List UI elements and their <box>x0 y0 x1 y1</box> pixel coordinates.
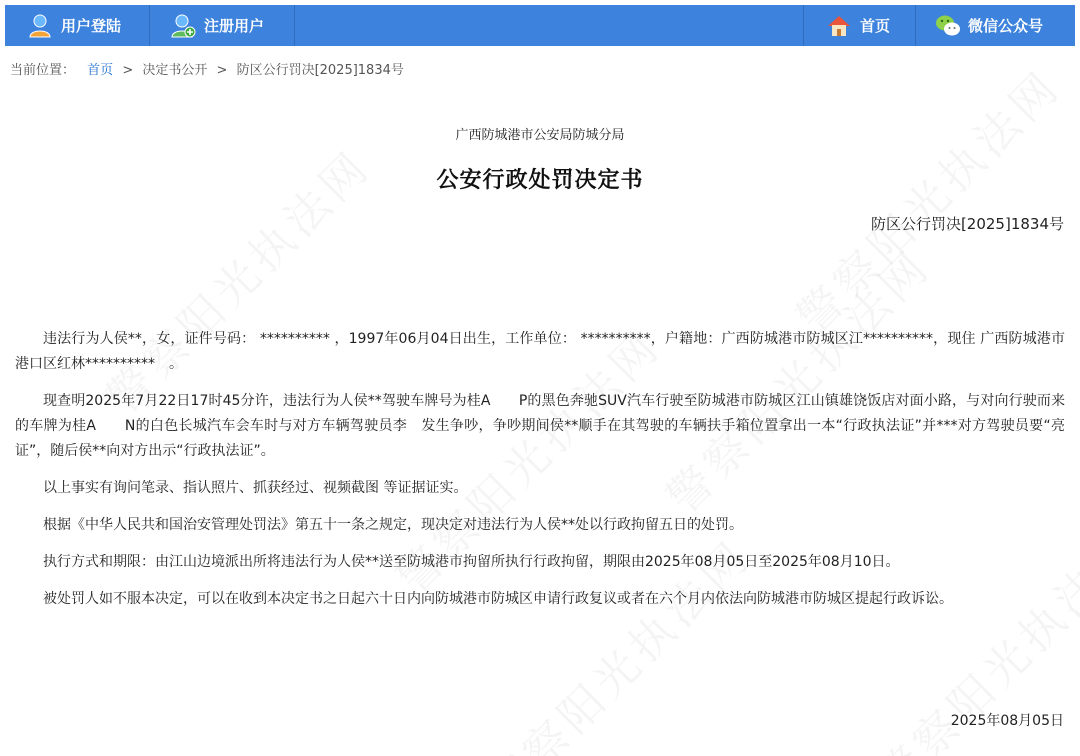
nav-left-group <box>5 5 295 46</box>
document-agency: 广西防城港市公安局防城分局 <box>455 128 625 143</box>
nav-user-login[interactable] <box>5 5 150 46</box>
breadcrumb-decisions[interactable]: 决定书公开 <box>142 63 208 78</box>
breadcrumb-home-link[interactable]: 首页 <box>87 63 114 78</box>
user-login-icon <box>27 13 53 39</box>
paragraph-offender: 违法行为人侯**，女，证件号码： ********** ，1997年06月04日出生，工作单位： **********，户籍地：广西防城港市防城区江**********，现住 广西防城港市港口区红林********** 。 <box>15 331 1065 372</box>
nav-wechat-label: 微信公众号 <box>968 17 1044 35</box>
nav-right-group <box>803 5 1075 46</box>
top-nav-bar <box>5 5 1075 46</box>
paragraph-evidence: 以上事实有询问笔录、指认照片、抓获经过、视频截图 等证据证实。 <box>43 480 468 496</box>
home-icon <box>826 13 852 39</box>
nav-wechat[interactable] <box>915 5 1075 46</box>
paragraph-execution: 执行方式和期限：由江山边境派出所将违法行为人侯**送至防城港市拘留所执行行政拘留，期限由2025年08月05日至2025年08月10日。 <box>43 554 900 570</box>
breadcrumb-current: 防区公行罚决[2025]1834号 <box>236 63 404 78</box>
nav-user-register-label: 注册用户 <box>204 17 265 35</box>
user-register-icon <box>170 13 196 39</box>
watermark-text <box>780 53 1073 346</box>
wechat-icon <box>934 13 960 39</box>
document-body <box>15 327 1065 624</box>
paragraph-facts: 现查明2025年7月22日17时45分许，违法行为人侯**驾驶车牌号为桂A P的黑色奔驰SUV汽车行驶至防城港市防城区江山镇雄饶饭店对面小路，与对向行驶而来的车牌为桂A N的白色长城汽车会车时与对方车辆驾驶员李 发生争吵，争吵期间侯**顺手在其驾驶的车辆扶手箱位置拿出一本“行政执法证”并***对方驾驶员要“亮证”，随后侯**向对方出示“行政执法证”。 <box>15 393 1065 459</box>
breadcrumb-prefix: 当前位置： <box>10 63 76 78</box>
nav-user-register[interactable] <box>150 5 295 46</box>
document-date: 2025年08月05日 <box>950 713 1064 729</box>
nav-user-login-label: 用户登陆 <box>61 17 122 35</box>
nav-home[interactable] <box>803 5 915 46</box>
nav-home-label: 首页 <box>860 17 891 35</box>
document-number: 防区公行罚决[2025]1834号 <box>870 215 1064 233</box>
paragraph-legal-basis: 根据《中华人民共和国治安管理处罚法》第五十一条之规定，现决定对违法行为人侯**处以行政拘留五日的处罚。 <box>43 517 743 533</box>
document-title: 公安行政处罚决定书 <box>436 168 644 193</box>
breadcrumb-separator: > <box>122 63 134 78</box>
breadcrumb <box>10 59 404 78</box>
breadcrumb-separator: > <box>216 63 228 78</box>
paragraph-appeal: 被处罚人如不服本决定，可以在收到本决定书之日起六十日内向防城港市防城区申请行政复议或者在六个月内依法向防城港市防城区提起行政诉讼。 <box>43 591 953 607</box>
